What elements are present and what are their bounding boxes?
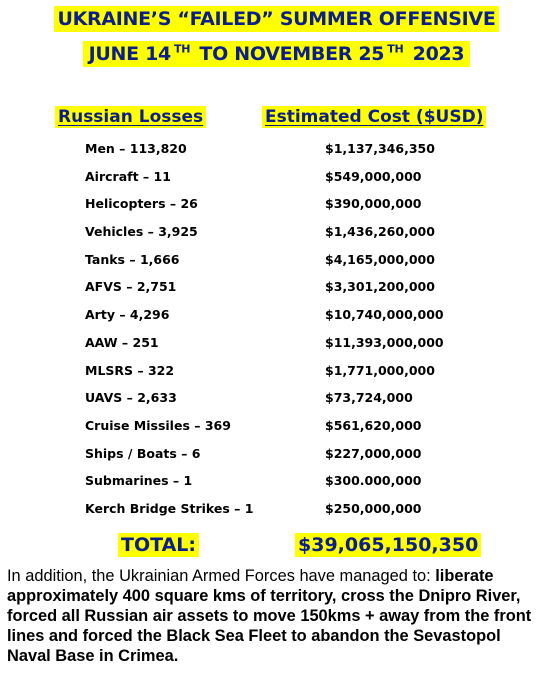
loss-cost: $549,000,000 — [325, 168, 422, 184]
title-date-middle: TO NOVEMBER 25 — [190, 41, 387, 67]
loss-item: AFVS – 2,751 — [85, 279, 177, 295]
loss-item: Helicopters – 26 — [85, 196, 198, 212]
title-date-start: JUNE 14 — [86, 41, 174, 67]
title-line-2-highlight — [83, 41, 471, 67]
total-label-text: TOTAL: — [118, 533, 199, 557]
loss-item: Aircraft – 11 — [85, 168, 171, 184]
table-row — [0, 167, 553, 195]
loss-item: Cruise Missiles – 369 — [85, 417, 231, 433]
loss-cost: $561,620,000 — [325, 417, 422, 433]
loss-item: Arty – 4,296 — [85, 307, 170, 323]
table-row — [0, 194, 553, 222]
total-value-text: $39,065,150,350 — [295, 533, 481, 557]
loss-item: Ships / Boats – 6 — [85, 445, 201, 461]
table-row — [0, 361, 553, 389]
loss-item: Submarines – 1 — [85, 473, 193, 489]
title-line-1-text: UKRAINE’S “FAILED” SUMMER OFFENSIVE — [54, 6, 498, 32]
loss-cost: $11,393,000,000 — [325, 334, 444, 350]
total-value — [295, 534, 481, 556]
loss-cost: $3,301,200,000 — [325, 279, 435, 295]
table-row — [0, 222, 553, 250]
loss-item: Tanks – 1,666 — [85, 251, 180, 267]
loss-cost: $300.000,000 — [325, 473, 422, 489]
table-row — [0, 333, 553, 361]
loss-cost: $4,165,000,000 — [325, 251, 435, 267]
title-superscript-1: TH — [173, 42, 191, 56]
column-header-losses-text: Russian Losses — [55, 106, 206, 128]
loss-item: Vehicles – 3,925 — [85, 224, 198, 240]
table-row — [0, 250, 553, 278]
title-date-end: 2023 — [403, 41, 467, 67]
summary-intro: In addition, the Ukrainian Armed Forces have managed to: — [7, 567, 436, 585]
column-header-losses — [55, 107, 206, 127]
summary-bold: liberate approximately 400 square kms of territory, cross the Dnipro River, forced all Russian air assets to move 150kms + away from the front lines and forced the Black Sea Fleet to abandon the Sevastopol Naval Base in Crimea. — [7, 567, 532, 665]
loss-cost: $10,740,000,000 — [325, 307, 444, 323]
table-row — [0, 139, 553, 167]
table-row — [0, 277, 553, 305]
loss-cost: $73,724,000 — [325, 390, 413, 406]
loss-cost: $1,137,346,350 — [325, 141, 435, 156]
table-row — [0, 305, 553, 333]
loss-item: AAW – 251 — [85, 334, 159, 350]
summary-paragraph — [7, 566, 547, 666]
loss-cost: $1,771,000,000 — [325, 362, 435, 378]
loss-cost: $227,000,000 — [325, 445, 422, 461]
title-line-2 — [0, 43, 553, 65]
loss-item: Kerch Bridge Strikes – 1 — [85, 500, 254, 516]
loss-item: UAVS – 2,633 — [85, 390, 177, 406]
table-row — [0, 471, 553, 499]
loss-item: MLSRS – 322 — [85, 362, 175, 378]
table-row — [0, 416, 553, 444]
title-line-1 — [0, 8, 553, 30]
losses-table — [0, 139, 553, 527]
loss-cost: $390,000,000 — [325, 196, 422, 212]
column-header-cost — [262, 107, 486, 127]
loss-item: Men – 113,820 — [85, 141, 187, 156]
column-header-cost-text: Estimated Cost ($USD) — [262, 106, 486, 128]
loss-cost: $250,000,000 — [325, 500, 422, 516]
total-label — [118, 534, 199, 556]
table-row — [0, 444, 553, 472]
table-row — [0, 499, 553, 527]
table-row — [0, 388, 553, 416]
loss-cost: $1,436,260,000 — [325, 224, 435, 240]
title-superscript-2: TH — [387, 42, 404, 56]
